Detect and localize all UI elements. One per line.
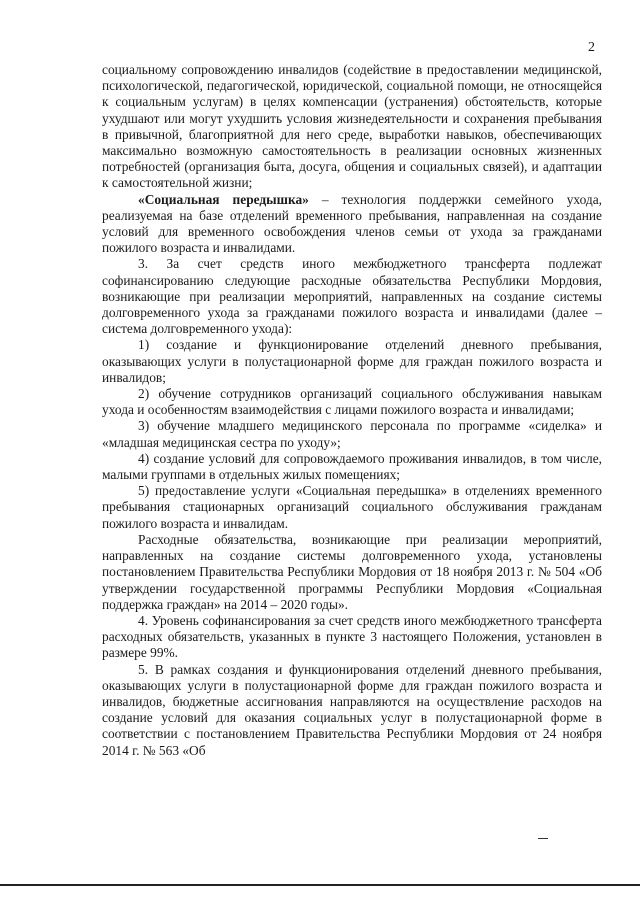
list-item: 4) создание условий для сопровождаемого проживания инвалидов, в том числе, малыми группами в отдельных жилых помещениях; bbox=[102, 450, 602, 483]
paragraph: Расходные обязательства, возникающие при реализации мероприятий, направленных на создание системы долговременного ухода, установлены постановлением Правительства Республики Мордовия от 18 ноября 2013 г. № 504 «Об утверждении государственной программы Республики Мордовия «Социальная поддержка граждан» на 2014 – 2020 годы». bbox=[102, 531, 602, 612]
paragraph: 5. В рамках создания и функционирования отделений дневного пребывания, оказывающих услуги в полустационарной форме для граждан пожилого возраста и инвалидов, бюджетные ассигнования направляются на осуществление расходов на создание условий для оказания социальных услуг в полустационарной форме в соответствии с постановлением Правительства Республики Мордовия от 24 ноября 2014 г. № 563 «Об bbox=[102, 661, 602, 758]
list-item: 2) обучение сотрудников организаций социального обслуживания навыкам ухода и особенностям взаимодействия с лицами пожилого возраста и инвалидами; bbox=[102, 386, 602, 418]
definition-text: – технология поддержки семейного ухода, реализуемая на базе отделений временного пребывания, направленная на создание условий для временного освобождения членов семьи от ухода за гражданами пожилого возраста и инвалидами. bbox=[102, 191, 602, 256]
paragraph: 3. За счет средств иного межбюджетного трансферта подлежат софинансированию следующие расходные обязательства Республики Мордовия, возникающие при реализации мероприятий, направленных на создание системы долговременного ухода за гражданами пожилого возраста и инвалидами (далее – система долговременного ухода): bbox=[102, 256, 602, 337]
list-item: 1) создание и функционирование отделений дневного пребывания, оказывающих услуги в полустационарной форме для граждан пожилого возраста и инвалидов; bbox=[102, 337, 602, 385]
scan-bottom-edge bbox=[0, 884, 640, 886]
paragraph: социальному сопровождению инвалидов (содействие в предоставлении медицинской, психологической, педагогической, юридической, социальной помощи, не относящейся к социальным услугам) в целях компенсации (устранения) обстоятельств, которые ухудшают или могут ухудшить условия жизнедеятельности и сохранения пребывания в привычной, благоприятной для него среде, выработки навыков, обеспечивающих максимально возможную самостоятельность в реализации основных жизненных потребностей (организация быта, досуга, общения и социальных связей), и адаптации к самостоятельной жизни; bbox=[102, 62, 602, 191]
defined-term: «Социальная передышка» bbox=[138, 191, 309, 207]
paragraph: 4. Уровень софинансирования за счет средств иного межбюджетного трансферта расходных обязательств, указанных в пункте 3 настоящего Положения, установлен в размере 99%. bbox=[102, 612, 602, 661]
page-number: 2 bbox=[588, 40, 595, 55]
paragraph-definition bbox=[102, 192, 602, 257]
list-item: 3) обучение младшего медицинского персонала по программе «сиделка» и «младшая медицинская сестра по уходу»; bbox=[102, 418, 602, 450]
document-body bbox=[102, 62, 602, 759]
list-item: 5) предоставление услуги «Социальная передышка» в отделениях временного пребывания стационарных организаций социального обслуживания гражданам пожилого возраста и инвалидам. bbox=[102, 483, 602, 531]
scan-mark bbox=[538, 838, 548, 839]
